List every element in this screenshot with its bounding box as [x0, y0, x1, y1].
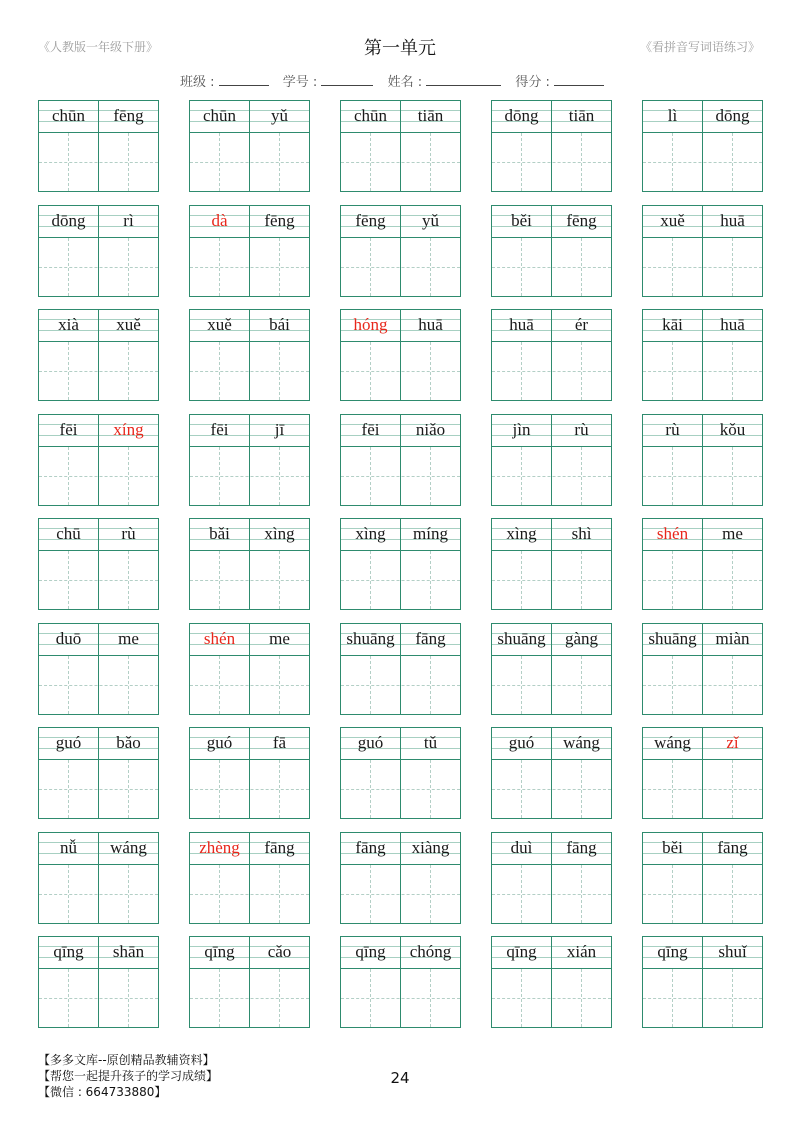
word-box: [491, 518, 612, 610]
word-box: [38, 100, 159, 192]
pinyin-syllable: huā: [509, 315, 534, 334]
tian-grid-guide: [128, 238, 129, 296]
pinyin-syllable: fā: [272, 733, 287, 752]
tian-grid-guide: [128, 656, 129, 714]
pinyin-syllable: tiān: [568, 106, 595, 125]
tian-grid-guide: [190, 371, 309, 372]
tian-grid-guide: [39, 580, 158, 581]
pinyin-syllable: dà: [211, 210, 228, 230]
pinyin-syllable: shuāng: [648, 628, 697, 648]
pinyin-syllable: dōng: [51, 210, 86, 230]
tian-grid-guide: [430, 551, 431, 609]
tian-grid-guide: [279, 342, 280, 400]
tian-grid-guide: [732, 760, 733, 818]
tian-grid-guide: [279, 133, 280, 191]
pinyin-writing-grid: [38, 100, 762, 1030]
tian-grid-guide: [732, 969, 733, 1027]
pinyin-syllable: xìng: [506, 524, 537, 543]
score-blank: [554, 73, 604, 86]
tian-grid-guide: [581, 447, 582, 505]
pinyin-syllable: xuě: [116, 315, 141, 334]
header-series-label: 《人教版一年级下册》: [38, 40, 159, 54]
tian-grid-guide: [732, 133, 733, 191]
tian-grid-guide: [492, 162, 611, 163]
tian-grid-guide: [492, 685, 611, 686]
tian-grid-guide: [672, 865, 673, 923]
word-box: [642, 414, 763, 506]
tian-grid-guide: [190, 789, 309, 790]
tian-grid-guide: [39, 789, 158, 790]
tian-grid-guide: [190, 162, 309, 163]
tian-grid-guide: [581, 238, 582, 296]
pinyin-syllable: fāng: [264, 837, 295, 857]
tian-grid-guide: [521, 760, 522, 818]
word-box: [642, 727, 763, 819]
tian-grid-guide: [341, 685, 460, 686]
class-blank: [219, 73, 269, 86]
tian-grid-guide: [521, 969, 522, 1027]
pinyin-syllable: huā: [418, 315, 443, 334]
pinyin-syllable: fēi: [210, 419, 229, 439]
tian-grid-guide: [341, 371, 460, 372]
word-box: [38, 936, 159, 1028]
pinyin-syllable: rì: [123, 210, 134, 230]
tian-grid-guide: [521, 238, 522, 296]
tian-grid-guide: [190, 267, 309, 268]
tian-grid-guide: [492, 998, 611, 999]
tian-grid-guide: [672, 656, 673, 714]
tian-grid-guide: [279, 656, 280, 714]
tian-grid-guide: [672, 133, 673, 191]
pinyin-syllable: shuǐ: [718, 942, 747, 961]
pinyin-syllable: běi: [511, 210, 532, 230]
pinyin-syllable: zǐ: [726, 733, 739, 752]
tian-grid-guide: [581, 865, 582, 923]
pinyin-syllable: huā: [720, 315, 745, 334]
word-box: [642, 205, 763, 297]
tian-grid-guide: [732, 447, 733, 505]
pinyin-syllable: fāng: [717, 837, 748, 857]
tian-grid-guide: [39, 998, 158, 999]
pinyin-syllable: chū: [56, 524, 81, 543]
word-box: [189, 205, 310, 297]
word-box: [491, 309, 612, 401]
pinyin-syllable: dōng: [504, 106, 539, 125]
footer-line-2: 【帮您一起提升孩子的学习成绩】: [38, 1069, 219, 1083]
tian-grid-guide: [430, 447, 431, 505]
tian-grid-guide: [341, 789, 460, 790]
tian-grid-guide: [128, 760, 129, 818]
tian-grid-guide: [370, 865, 371, 923]
pinyin-syllable: dōng: [715, 106, 750, 125]
word-box: [38, 414, 159, 506]
pinyin-syllable: shuāng: [346, 628, 395, 648]
pinyin-syllable: niǎo: [415, 419, 446, 439]
name-label: 姓名 :: [387, 75, 423, 90]
tian-grid-guide: [128, 447, 129, 505]
tian-grid-guide: [39, 162, 158, 163]
tian-grid-guide: [279, 865, 280, 923]
footer-line-1: 【多多文库--原创精品教辅资料】: [38, 1053, 215, 1067]
pinyin-syllable: cǎo: [267, 942, 292, 961]
tian-grid-guide: [341, 267, 460, 268]
word-box: [340, 205, 461, 297]
word-box: [340, 832, 461, 924]
word-box: [38, 727, 159, 819]
word-box: [189, 936, 310, 1028]
tian-grid-guide: [190, 998, 309, 999]
word-box: [340, 936, 461, 1028]
tian-grid-guide: [492, 267, 611, 268]
word-box: [491, 414, 612, 506]
pinyin-syllable: guó: [357, 733, 384, 752]
pinyin-syllable: shān: [112, 942, 145, 961]
pinyin-syllable: bǎo: [116, 733, 141, 752]
word-box: [189, 832, 310, 924]
tian-grid-guide: [190, 476, 309, 477]
tian-grid-guide: [39, 894, 158, 895]
tian-grid-guide: [370, 551, 371, 609]
tian-grid-guide: [39, 685, 158, 686]
tian-grid-guide: [219, 656, 220, 714]
tian-grid-guide: [672, 551, 673, 609]
tian-grid-guide: [581, 760, 582, 818]
word-box: [340, 414, 461, 506]
tian-grid-guide: [430, 133, 431, 191]
tian-grid-guide: [643, 476, 762, 477]
tian-grid-guide: [68, 238, 69, 296]
word-box: [642, 936, 763, 1028]
student-info-row: [180, 71, 614, 90]
pinyin-syllable: chūn: [51, 106, 86, 125]
word-box: [491, 727, 612, 819]
tian-grid-guide: [190, 685, 309, 686]
tian-grid-guide: [643, 267, 762, 268]
tian-grid-guide: [672, 969, 673, 1027]
tian-grid-guide: [341, 894, 460, 895]
pinyin-syllable: fāng: [566, 837, 597, 857]
tian-grid-guide: [341, 162, 460, 163]
student-id-blank: [321, 73, 373, 86]
pinyin-syllable: qīng: [53, 942, 84, 961]
pinyin-syllable: wáng: [654, 733, 691, 752]
tian-grid-guide: [68, 760, 69, 818]
tian-grid-guide: [370, 656, 371, 714]
pinyin-syllable: běi: [662, 837, 683, 857]
tian-grid-guide: [581, 969, 582, 1027]
pinyin-syllable: ér: [574, 315, 589, 334]
word-box: [340, 100, 461, 192]
tian-grid-guide: [430, 969, 431, 1027]
tian-grid-guide: [39, 371, 158, 372]
pinyin-syllable: duō: [55, 628, 82, 648]
word-box: [491, 623, 612, 715]
pinyin-syllable: qīng: [355, 942, 386, 961]
pinyin-syllable: me: [118, 628, 139, 648]
tian-grid-guide: [128, 865, 129, 923]
pinyin-syllable: chūn: [353, 106, 388, 125]
pinyin-syllable: míng: [413, 524, 448, 543]
pinyin-syllable: yǔ: [271, 106, 288, 125]
tian-grid-guide: [370, 447, 371, 505]
word-box: [642, 832, 763, 924]
tian-grid-guide: [219, 865, 220, 923]
tian-grid-guide: [341, 476, 460, 477]
pinyin-syllable: fāng: [355, 837, 386, 857]
tian-grid-guide: [492, 476, 611, 477]
tian-grid-guide: [68, 342, 69, 400]
pinyin-syllable: shì: [571, 524, 592, 543]
pinyin-syllable: rù: [574, 419, 589, 439]
word-box: [38, 309, 159, 401]
tian-grid-guide: [672, 447, 673, 505]
tian-grid-guide: [430, 865, 431, 923]
pinyin-syllable: guó: [508, 733, 535, 752]
tian-grid-guide: [68, 656, 69, 714]
tian-grid-guide: [219, 342, 220, 400]
word-box: [491, 100, 612, 192]
tian-grid-guide: [219, 133, 220, 191]
word-box: [189, 623, 310, 715]
tian-grid-guide: [68, 133, 69, 191]
tian-grid-guide: [430, 656, 431, 714]
tian-grid-guide: [521, 133, 522, 191]
word-box: [189, 727, 310, 819]
word-box: [491, 205, 612, 297]
pinyin-syllable: xìng: [355, 524, 386, 543]
pinyin-syllable: lì: [667, 106, 678, 125]
tian-grid-guide: [68, 969, 69, 1027]
word-box: [189, 100, 310, 192]
tian-grid-guide: [279, 551, 280, 609]
tian-grid-guide: [128, 969, 129, 1027]
tian-grid-guide: [219, 760, 220, 818]
tian-grid-guide: [341, 580, 460, 581]
pinyin-syllable: xuě: [207, 315, 232, 334]
header-worksheet-label: 《看拼音写词语练习》: [639, 40, 760, 54]
tian-grid-guide: [219, 238, 220, 296]
pinyin-syllable: kāi: [662, 315, 683, 334]
page-number: 24: [390, 1069, 410, 1087]
tian-grid-guide: [279, 447, 280, 505]
tian-grid-guide: [128, 133, 129, 191]
pinyin-syllable: xìng: [264, 524, 295, 543]
pinyin-syllable: huā: [720, 210, 745, 230]
pinyin-syllable: rù: [121, 524, 136, 543]
pinyin-syllable: miàn: [715, 628, 750, 648]
pinyin-syllable: me: [722, 524, 743, 543]
tian-grid-guide: [672, 342, 673, 400]
pinyin-syllable: shén: [656, 524, 689, 543]
tian-grid-guide: [370, 342, 371, 400]
pinyin-syllable: shuāng: [497, 628, 546, 648]
tian-grid-guide: [643, 685, 762, 686]
tian-grid-guide: [732, 551, 733, 609]
tian-grid-guide: [643, 580, 762, 581]
tian-grid-guide: [672, 238, 673, 296]
pinyin-syllable: chóng: [409, 942, 452, 961]
tian-grid-guide: [492, 894, 611, 895]
word-box: [189, 518, 310, 610]
pinyin-syllable: duì: [510, 837, 533, 857]
tian-grid-guide: [521, 447, 522, 505]
tian-grid-guide: [279, 760, 280, 818]
tian-grid-guide: [732, 865, 733, 923]
pinyin-syllable: fēng: [355, 210, 386, 230]
pinyin-syllable: tiān: [417, 106, 444, 125]
pinyin-syllable: fēng: [566, 210, 597, 230]
word-box: [38, 832, 159, 924]
tian-grid-guide: [190, 894, 309, 895]
tian-grid-guide: [732, 342, 733, 400]
pinyin-syllable: kǒu: [719, 419, 746, 439]
pinyin-syllable: qīng: [657, 942, 688, 961]
pinyin-syllable: xiàng: [411, 837, 450, 857]
tian-grid-guide: [643, 789, 762, 790]
pinyin-syllable: hóng: [353, 315, 388, 334]
pinyin-syllable: fēi: [59, 419, 78, 439]
tian-grid-guide: [521, 656, 522, 714]
tian-grid-guide: [68, 865, 69, 923]
pinyin-syllable: fāng: [415, 628, 446, 648]
pinyin-syllable: xián: [566, 942, 597, 961]
word-box: [491, 832, 612, 924]
pinyin-syllable: xíng: [113, 419, 144, 439]
pinyin-syllable: nǚ: [60, 837, 77, 857]
tian-grid-guide: [732, 656, 733, 714]
tian-grid-guide: [68, 551, 69, 609]
pinyin-syllable: rù: [665, 419, 680, 439]
footer-line-3: 【微信 : 664733880】: [38, 1085, 167, 1099]
tian-grid-guide: [370, 969, 371, 1027]
pinyin-syllable: chūn: [202, 106, 237, 125]
pinyin-syllable: fēi: [361, 419, 380, 439]
word-box: [340, 623, 461, 715]
tian-grid-guide: [430, 342, 431, 400]
tian-grid-guide: [190, 580, 309, 581]
word-box: [189, 309, 310, 401]
tian-grid-guide: [370, 238, 371, 296]
tian-grid-guide: [219, 551, 220, 609]
tian-grid-guide: [521, 342, 522, 400]
word-box: [642, 309, 763, 401]
pinyin-syllable: gàng: [564, 628, 599, 648]
word-box: [491, 936, 612, 1028]
word-box: [340, 518, 461, 610]
tian-grid-guide: [521, 865, 522, 923]
tian-grid-guide: [643, 998, 762, 999]
tian-grid-guide: [492, 789, 611, 790]
tian-grid-guide: [39, 267, 158, 268]
tian-grid-guide: [672, 760, 673, 818]
tian-grid-guide: [643, 894, 762, 895]
tian-grid-guide: [68, 447, 69, 505]
pinyin-syllable: bái: [269, 315, 290, 334]
tian-grid-guide: [492, 371, 611, 372]
pinyin-syllable: bǎi: [209, 524, 230, 543]
tian-grid-guide: [370, 133, 371, 191]
pinyin-syllable: zhèng: [199, 837, 240, 857]
tian-grid-guide: [581, 342, 582, 400]
word-box: [340, 727, 461, 819]
tian-grid-guide: [341, 998, 460, 999]
pinyin-syllable: guó: [55, 733, 82, 752]
tian-grid-guide: [219, 447, 220, 505]
tian-grid-guide: [521, 551, 522, 609]
tian-grid-guide: [279, 969, 280, 1027]
word-box: [189, 414, 310, 506]
tian-grid-guide: [581, 133, 582, 191]
word-box: [38, 623, 159, 715]
class-label: 班级 :: [180, 75, 215, 90]
tian-grid-guide: [581, 551, 582, 609]
pinyin-syllable: tǔ: [423, 733, 438, 752]
pinyin-syllable: jìn: [512, 419, 531, 439]
pinyin-syllable: guó: [206, 733, 233, 752]
student-id-label: 学号 :: [282, 75, 318, 90]
tian-grid-guide: [39, 476, 158, 477]
page-title: 第一单元: [364, 38, 436, 59]
pinyin-syllable: xuě: [660, 210, 685, 230]
tian-grid-guide: [219, 969, 220, 1027]
pinyin-syllable: qīng: [506, 942, 537, 961]
tian-grid-guide: [430, 760, 431, 818]
pinyin-syllable: wáng: [563, 733, 600, 752]
pinyin-syllable: me: [269, 628, 290, 648]
tian-grid-guide: [643, 371, 762, 372]
tian-grid-guide: [643, 162, 762, 163]
tian-grid-guide: [370, 760, 371, 818]
word-box: [642, 518, 763, 610]
name-blank: [426, 73, 501, 86]
pinyin-syllable: jī: [274, 419, 285, 439]
tian-grid-guide: [128, 342, 129, 400]
word-box: [642, 623, 763, 715]
pinyin-syllable: shén: [203, 628, 236, 648]
pinyin-syllable: qīng: [204, 942, 235, 961]
tian-grid-guide: [732, 238, 733, 296]
tian-grid-guide: [581, 656, 582, 714]
tian-grid-guide: [430, 238, 431, 296]
pinyin-syllable: xià: [58, 315, 79, 334]
tian-grid-guide: [128, 551, 129, 609]
word-box: [38, 518, 159, 610]
pinyin-syllable: yǔ: [422, 210, 439, 230]
pinyin-syllable: fēng: [264, 210, 295, 230]
pinyin-syllable: fēng: [113, 106, 144, 125]
word-box: [340, 309, 461, 401]
tian-grid-guide: [492, 580, 611, 581]
score-label: 得分 :: [515, 75, 550, 90]
word-box: [38, 205, 159, 297]
pinyin-syllable: wáng: [110, 837, 147, 857]
tian-grid-guide: [279, 238, 280, 296]
word-box: [642, 100, 763, 192]
